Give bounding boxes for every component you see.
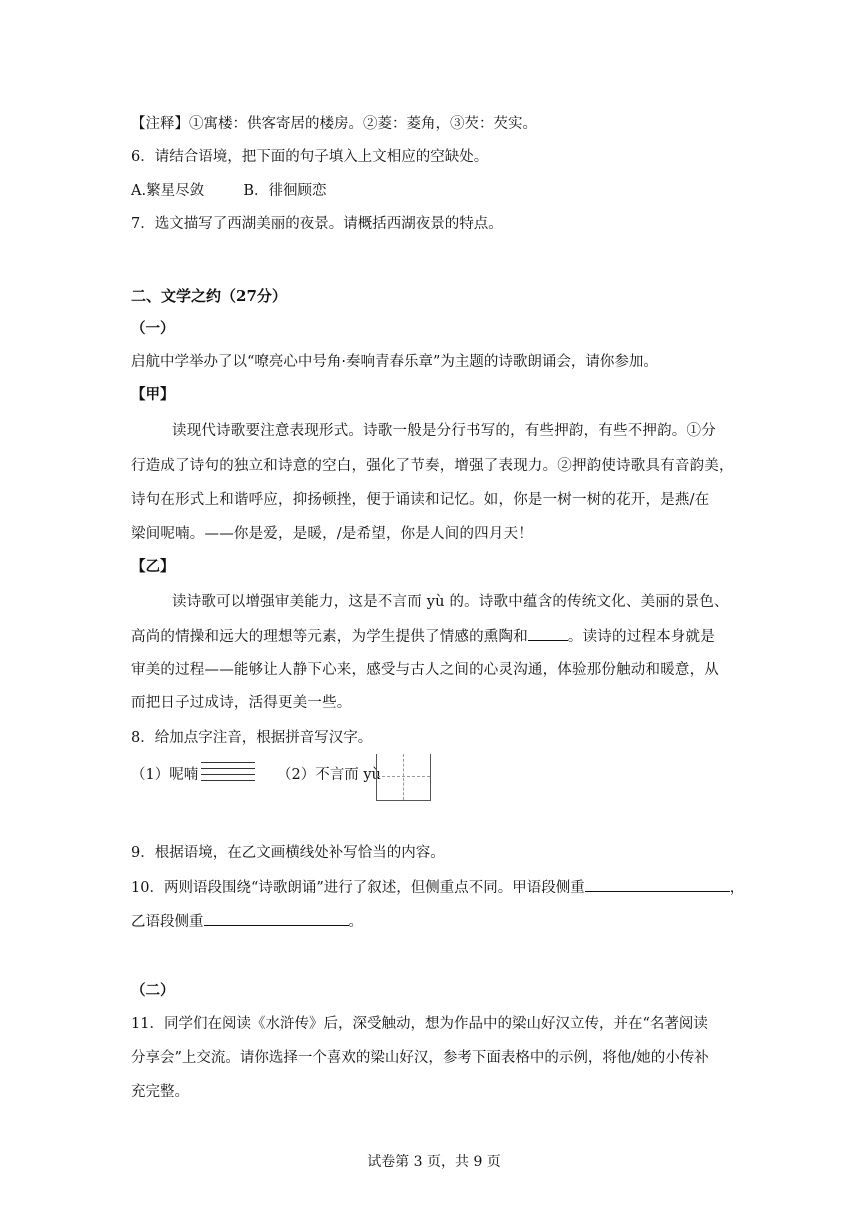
jia-paragraph-line: 读现代诗歌要注意表现形式。诗歌一般是分行书写的，有些押韵，有些不押韵。①分 <box>172 423 716 439</box>
q10-blank-yi[interactable] <box>204 911 349 926</box>
jia-paragraph-line: 诗句在形式上和谐呼应，抑扬顿挫，便于诵读和记忆。如，你是一树一树的花开，是燕/在 <box>131 492 710 508</box>
part-2-label: （二） <box>131 982 175 999</box>
jia-paragraph-line: 行造成了诗句的独立和诗意的空白，强化了节奏，增强了表现力。②押韵使诗歌具有音韵美， <box>131 458 734 474</box>
yi-blank[interactable] <box>528 626 568 641</box>
part-1-label: （一） <box>131 320 175 337</box>
intro-text: 启航中学举办了以“嘹亮心中号角·奏响青春乐章”为主题的诗歌朗诵会，请你参加。 <box>131 354 658 370</box>
question-6-options <box>131 181 326 201</box>
yi-paragraph-line: 而把日子过成诗，活得更美一些。 <box>131 695 352 711</box>
jia-paragraph-line: 梁间呢喃。——你是爱，是暖，/是希望，你是人间的四月天！ <box>131 526 533 542</box>
q10-blank-jia[interactable] <box>585 877 730 892</box>
yi-line2-start: 高尚的情操和远大的理想等元素，为学生提供了情感的熏陶和 <box>131 629 528 645</box>
q10-period: 。 <box>348 914 363 930</box>
option-a: A.繁星尽敛 <box>131 183 205 199</box>
q10-comma: ， <box>729 880 745 896</box>
annotation-note: 【注释】①寓楼：供客寄居的楼房。②菱：菱角，③芡：芡实。 <box>131 116 537 132</box>
q10-text-2: 乙语段侧重 <box>131 914 204 930</box>
character-writing-box[interactable] <box>376 754 431 801</box>
question-9: 9．根据语境，在乙文画横线处补写恰当的内容。 <box>131 845 445 861</box>
question-7: 7．选文描写了西湖美丽的夜景。请概括西湖夜景的特点。 <box>131 216 503 232</box>
question-11-line: 分享会”上交流。请你选择一个喜欢的梁山好汉，参考下面表格中的示例，将他/她的小传补 <box>131 1050 709 1066</box>
q8-item-1: （1）呢喃 <box>131 767 199 783</box>
yi-line2-end: 。读诗的过程本身就是 <box>567 629 715 645</box>
q8-item-2: （2）不言而 yù <box>277 767 381 783</box>
question-6: 6．请结合语境，把下面的句子填入上文相应的空缺处。 <box>131 149 489 165</box>
question-10 <box>131 877 744 898</box>
question-10-cont <box>131 911 363 932</box>
yi-label: 【乙】 <box>131 558 175 575</box>
option-b: B．徘徊顾恋 <box>243 183 327 199</box>
q10-text: 10．两则语段围绕“诗歌朗诵”进行了叙述，但侧重点不同。甲语段侧重 <box>131 880 585 896</box>
question-8: 8．给加点字注音，根据拼音写汉字。 <box>131 730 373 746</box>
yi-paragraph-line: 读诗歌可以增强审美能力，这是不言而 yù 的。诗歌中蕴含的传统文化、美丽的景色、 <box>172 594 729 610</box>
question-11-line: 充完整。 <box>131 1084 189 1100</box>
yi-paragraph-line <box>131 626 715 647</box>
question-11-line: 11．同学们在阅读《水浒传》后，深受触动，想为作品中的梁山好汉立传，并在“名著阅读 <box>131 1016 708 1032</box>
page-footer: 试卷第 3 页，共 9 页 <box>367 1154 501 1170</box>
pinyin-writing-lines[interactable] <box>201 762 255 788</box>
jia-label: 【甲】 <box>131 386 175 403</box>
section-2-title: 二、文学之约（27分） <box>131 287 287 305</box>
yi-paragraph-line: 审美的过程——能够让人静下心来，感受与古人之间的心灵沟通，体验那份触动和暖意，从 <box>131 662 719 678</box>
